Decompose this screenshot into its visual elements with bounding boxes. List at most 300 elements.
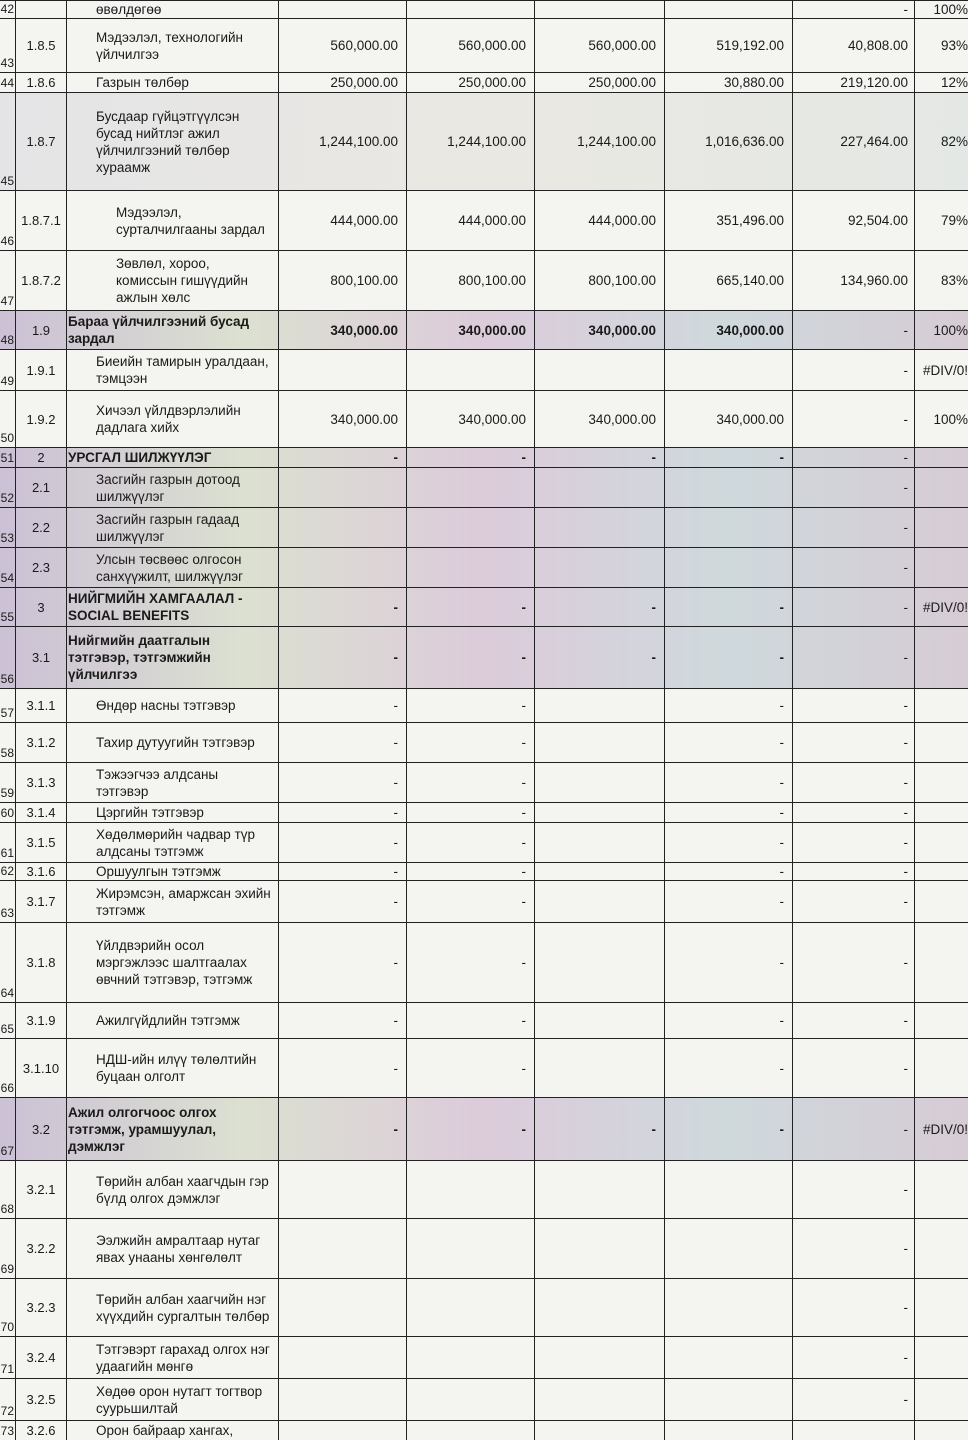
percent-value [914,548,968,587]
row-number: 55 [0,610,14,624]
approved-value: - [521,864,526,879]
table-row [0,802,968,822]
planned-value: 800,100.00 [330,273,398,288]
percent-value [914,468,968,507]
table-row [0,1378,968,1420]
actual-value [664,1,792,18]
approved-value: - [521,805,526,820]
revised-value: - [651,1121,656,1137]
planned-value: - [393,698,398,713]
difference-value: - [903,864,908,879]
approved-value: 560,000.00 [458,38,526,53]
row-code: 3.2 [31,1121,51,1137]
row-name: Зөвлөл, хороо, комиссын гишүүдийн ажлын хөлс [116,256,249,305]
actual-value: 340,000.00 [716,411,784,427]
difference-value: 134,960.00 [840,273,908,288]
percent-value: #DIV/0! [922,599,968,615]
revised-value [534,1003,664,1038]
table-row [0,1097,968,1160]
table-row [0,1336,968,1378]
row-number: 43 [0,56,14,70]
row-name: Тахир дутуугийн тэтгэвэр [96,735,255,750]
row-name: Тэтгэвэрт гарахад олгох нэг удаагийн мөнгө [96,1341,270,1374]
table-row [0,390,968,447]
row-name: Өндөр насны тэтгэвэр [96,698,236,713]
actual-value [664,1421,792,1440]
revised-value [534,823,664,862]
row-code: 3.1.3 [26,775,56,790]
difference-value: - [903,894,908,909]
row-number: 44 [0,76,14,90]
row-number: 64 [0,986,14,1000]
difference-value: - [903,2,908,17]
row-number: 53 [0,531,14,545]
planned-value [278,350,406,390]
row-code: 1.8.7.2 [21,273,61,288]
actual-value: - [779,698,784,713]
planned-value: - [393,1060,398,1076]
actual-value: - [779,1121,784,1137]
percent-value [914,689,968,722]
table-row [0,922,968,1002]
table-row [0,72,968,92]
actual-value [664,1219,792,1278]
row-name: Мэдээлэл, сурталчилгааны зардал [116,204,265,237]
revised-value: - [651,650,656,665]
approved-value: - [521,835,526,850]
column-divider [664,0,665,1440]
revised-value [534,1279,664,1336]
actual-value [664,468,792,507]
row-code: 1.8.6 [26,75,56,90]
row-code: 3.2.3 [26,1300,56,1315]
row-code: 2.2 [31,520,51,535]
row-number: 51 [0,451,14,465]
row-number: 54 [0,571,14,585]
planned-value: - [393,805,398,820]
actual-value [664,548,792,587]
planned-value: - [393,835,398,850]
difference-value: - [903,560,908,575]
row-code: 1.9 [31,322,51,338]
difference-value: 40,808.00 [847,38,908,53]
table-row [0,1420,968,1440]
approved-value: 1,244,100.00 [447,134,526,149]
row-name: Ээлжийн амралтаар нутаг явах унааны хөнгөлөлт [96,1232,261,1265]
row-name: Улсын төсвөөс олгосон санхүүжилт, шилжүүлэг [96,551,244,584]
revised-value [534,1161,664,1218]
approved-value: 340,000.00 [458,322,526,338]
table-row [0,762,968,802]
percent-value [914,508,968,547]
actual-value [664,1161,792,1218]
difference-value: 227,464.00 [840,134,908,149]
row-number: 49 [0,374,14,388]
row-name: Хөдөлмөрийн чадвар түр алдсаны тэтгэмж [96,826,256,859]
column-divider [278,0,279,1440]
actual-value: - [779,650,784,665]
actual-value: 340,000.00 [716,322,784,338]
percent-value: 100% [933,2,968,17]
row-code: 2.1 [31,480,51,495]
planned-value: - [393,894,398,909]
row-name: Биеийн тамирын уралдаан, тэмцээн [96,354,269,386]
row-name: Жирэмсэн, амаржсан эхийн тэтгэмж [96,885,271,918]
percent-value: 82% [940,134,968,149]
percent-value [914,1219,968,1278]
revised-value: 444,000.00 [588,213,656,228]
revised-value [534,1219,664,1278]
approved-value: 250,000.00 [458,75,526,90]
column-divider [914,0,915,1440]
row-name: Газрын төлбөр [96,75,189,90]
actual-value: 30,880.00 [723,75,784,90]
row-number: 72 [0,1404,14,1418]
difference-value: - [903,1241,908,1256]
row-name: Хөдөө орон нутагт тогтвор суурьшилтай [96,1383,263,1416]
revised-value: 340,000.00 [588,411,656,427]
revised-value [534,548,664,587]
actual-value: - [779,835,784,850]
planned-value: - [393,775,398,790]
planned-value [278,548,406,587]
row-number: 61 [0,846,14,860]
row-code: 2 [37,450,45,465]
row-code [16,1,66,18]
row-name: Бараа үйлчилгээний бусад зардал [68,314,250,346]
row-code: 3.2.6 [26,1423,56,1438]
table-row [0,18,968,72]
row-name: Засгийн газрын гадаад шилжүүлэг [96,511,240,544]
approved-value [406,1161,534,1218]
row-number: 45 [0,174,14,188]
percent-value [914,1421,968,1440]
percent-value [914,803,968,822]
row-number: 62 [0,864,14,878]
table-row [0,626,968,688]
row-number: 67 [0,1144,14,1158]
approved-value: - [521,775,526,790]
table-row [0,1160,968,1218]
revised-value [534,1,664,18]
row-number: 56 [0,672,14,686]
planned-value [278,1379,406,1420]
revised-value [534,508,664,547]
row-name: Оршуулгын тэтгэмж [96,864,221,879]
difference-value: - [903,1121,908,1137]
approved-value [406,1279,534,1336]
difference-value: - [903,1060,908,1076]
approved-value [406,350,534,390]
row-name: НИЙГМИЙН ХАМГААЛАЛ - SOCIAL BENEFITS [68,591,243,623]
row-number: 57 [0,706,14,720]
approved-value: 340,000.00 [458,411,526,427]
percent-value: 83% [940,273,968,288]
row-number: 60 [0,806,14,820]
revised-value [534,1421,664,1440]
row-code: 3.1.10 [22,1060,60,1076]
planned-value: 250,000.00 [330,75,398,90]
revised-value [534,1379,664,1420]
row-name: өвөлдөгөө [96,2,162,17]
percent-value [914,1279,968,1336]
revised-value: - [651,599,656,615]
percent-value: 100% [933,411,968,427]
difference-value: - [903,411,908,427]
row-number: 50 [0,431,14,445]
row-number: 46 [0,234,14,248]
approved-value: - [521,955,526,970]
planned-value: - [393,450,398,465]
table-row [0,310,968,349]
row-number: 66 [0,1081,14,1095]
row-code: 3.2.4 [26,1350,56,1365]
row-number: 52 [0,491,14,505]
table-row [0,1278,968,1336]
table-row [0,862,968,880]
approved-value: - [521,450,526,465]
percent-value [914,1039,968,1097]
difference-value: - [903,362,908,378]
percent-value [914,763,968,802]
percent-value [914,823,968,862]
approved-value: - [521,1121,526,1137]
actual-value [664,1279,792,1336]
approved-value [406,548,534,587]
column-divider [534,0,535,1440]
difference-value: - [903,955,908,970]
difference-value: - [903,650,908,665]
row-number: 70 [0,1320,14,1334]
row-code: 3.1.4 [26,805,56,820]
row-code: 3.1.6 [26,864,56,879]
row-code: 3.1.1 [26,698,56,713]
percent-value: 93% [940,38,968,53]
difference-value [792,1421,914,1440]
approved-value [406,1337,534,1378]
row-code: 3.2.2 [26,1241,56,1256]
row-number: 47 [0,294,14,308]
planned-value: 560,000.00 [330,38,398,53]
planned-value: - [393,735,398,750]
approved-value [406,1379,534,1420]
row-number: 48 [0,333,14,347]
difference-value: - [903,1182,908,1197]
row-code: 3.1.5 [26,835,56,850]
actual-value: - [779,735,784,750]
revised-value: - [651,450,656,465]
difference-value: - [903,805,908,820]
difference-value: 219,120.00 [840,75,908,90]
difference-value: - [903,1300,908,1315]
row-number: 71 [0,1362,14,1376]
row-code: 1.8.7.1 [21,213,61,228]
table-row [0,722,968,762]
actual-value: 351,496.00 [716,213,784,228]
column-divider [406,0,407,1440]
difference-value: - [903,1392,908,1407]
revised-value: 250,000.00 [588,75,656,90]
percent-value [914,881,968,922]
table-row [0,1002,968,1038]
planned-value [278,1279,406,1336]
approved-value [406,1219,534,1278]
row-code: 3.1 [31,650,51,665]
row-code: 1.9.2 [26,411,56,427]
actual-value [664,508,792,547]
revised-value: 800,100.00 [588,273,656,288]
row-number: 65 [0,1022,14,1036]
row-code: 1.8.5 [26,38,56,53]
difference-value: - [903,835,908,850]
column-divider [15,0,16,1440]
revised-value [534,763,664,802]
row-name: Үйлдвэрийн осол мэргэжлээс шалтгаалах өвчний тэтгэвэр, тэтгэмж [96,938,253,987]
actual-value: 665,140.00 [716,273,784,288]
planned-value: - [393,650,398,665]
percent-value [914,1161,968,1218]
table-row [0,547,968,587]
table-row [0,92,968,190]
approved-value: - [521,735,526,750]
approved-value [406,508,534,547]
row-name: Төрийн албан хаагчийн нэг хүүхдийн сургалтын төлбөр [96,1291,270,1324]
row-name: Ажилгүйдлийн тэтгэмж [96,1013,240,1028]
approved-value: 800,100.00 [458,273,526,288]
difference-value: - [903,775,908,790]
row-code: 3.2.5 [26,1392,56,1407]
difference-value: - [903,450,908,465]
percent-value [914,723,968,762]
column-divider [66,0,67,1440]
revised-value [534,723,664,762]
approved-value [406,1421,534,1440]
table-row [0,467,968,507]
row-name: Орон байраар хангах, [96,1423,234,1438]
percent-value [914,863,968,880]
row-name: Ажил олгогчоос олгох тэтгэмж, урамшуулал, дэмжлэг [68,1104,217,1154]
row-name: Төрийн албан хаагчдын гэр бүлд олгох дэмжлэг [96,1173,269,1206]
row-number: 73 [0,1424,14,1438]
actual-value: 519,192.00 [716,38,784,53]
revised-value: 1,244,100.00 [577,134,656,149]
row-name: Засгийн газрын дотоод шилжүүлэг [96,471,240,504]
revised-value [534,350,664,390]
difference-value: - [903,480,908,495]
approved-value [406,468,534,507]
row-name: Хичээл үйлдвэрлэлийн дадлага хийх [96,403,241,435]
planned-value [278,1337,406,1378]
table-row [0,1038,968,1097]
difference-value: 92,504.00 [847,213,908,228]
planned-value: - [393,864,398,879]
difference-value: - [903,599,908,615]
percent-value: 12% [940,75,968,90]
planned-value: 444,000.00 [330,213,398,228]
planned-value: - [393,1121,398,1137]
planned-value: - [393,599,398,615]
table-row [0,250,968,310]
table-row [0,447,968,467]
planned-value [278,468,406,507]
difference-value: - [903,322,908,338]
table-row [0,880,968,922]
difference-value: - [903,735,908,750]
revised-value: 560,000.00 [588,38,656,53]
planned-value: - [393,955,398,970]
percent-value [914,923,968,1002]
revised-value [534,689,664,722]
row-code: 1.9.1 [26,362,56,378]
planned-value [278,1219,406,1278]
table-row [0,1218,968,1278]
percent-value: 100% [933,322,968,338]
difference-value: - [903,520,908,535]
actual-value [664,1337,792,1378]
percent-value [914,448,968,467]
approved-value: 444,000.00 [458,213,526,228]
actual-value: - [779,955,784,970]
revised-value [534,881,664,922]
row-code: 3.2.1 [26,1182,56,1197]
row-code: 3 [37,599,45,615]
actual-value: - [779,894,784,909]
revised-value [534,1039,664,1097]
revised-value [534,1337,664,1378]
planned-value: 340,000.00 [330,411,398,427]
row-name: Нийгмийн даатгалын тэтгэвэр, тэтгэмжийн үйлчилгээ [68,633,211,682]
table-row [0,587,968,626]
row-code: 3.1.9 [26,1013,56,1028]
table-row [0,507,968,547]
row-number: 58 [0,746,14,760]
row-number: 68 [0,1202,14,1216]
actual-value [664,350,792,390]
actual-value: - [779,864,784,879]
actual-value: 1,016,636.00 [705,134,784,149]
row-name: Цэргийн тэтгэвэр [96,805,204,820]
percent-value: #DIV/0! [922,1121,968,1137]
difference-value: - [903,1350,908,1365]
planned-value [278,1161,406,1218]
approved-value: - [521,698,526,713]
row-name: НДШ-ийн илүү төлөлтийн буцаан олголт [96,1052,257,1084]
table-row [0,822,968,862]
actual-value: - [779,775,784,790]
table-row [0,688,968,722]
actual-value: - [779,599,784,615]
planned-value: 340,000.00 [330,322,398,338]
approved-value: - [521,650,526,665]
percent-value [914,1003,968,1038]
percent-value [914,1379,968,1420]
difference-value: - [903,698,908,713]
row-name: Тэжээгчээ алдсаны тэтгэвэр [96,766,219,799]
row-number: 42 [0,2,14,16]
approved-value: - [521,894,526,909]
row-code: 3.1.7 [26,894,56,909]
approved-value: - [521,1013,526,1028]
planned-value: - [393,1013,398,1028]
actual-value [664,1379,792,1420]
revised-value: 340,000.00 [588,322,656,338]
percent-value: 79% [940,213,968,228]
row-name: Мэдээлэл, технологийн үйлчилгээ [96,29,244,62]
table-row [0,349,968,390]
row-code: 1.8.7 [26,134,56,149]
row-code: 2.3 [31,560,51,575]
column-divider [792,0,793,1440]
